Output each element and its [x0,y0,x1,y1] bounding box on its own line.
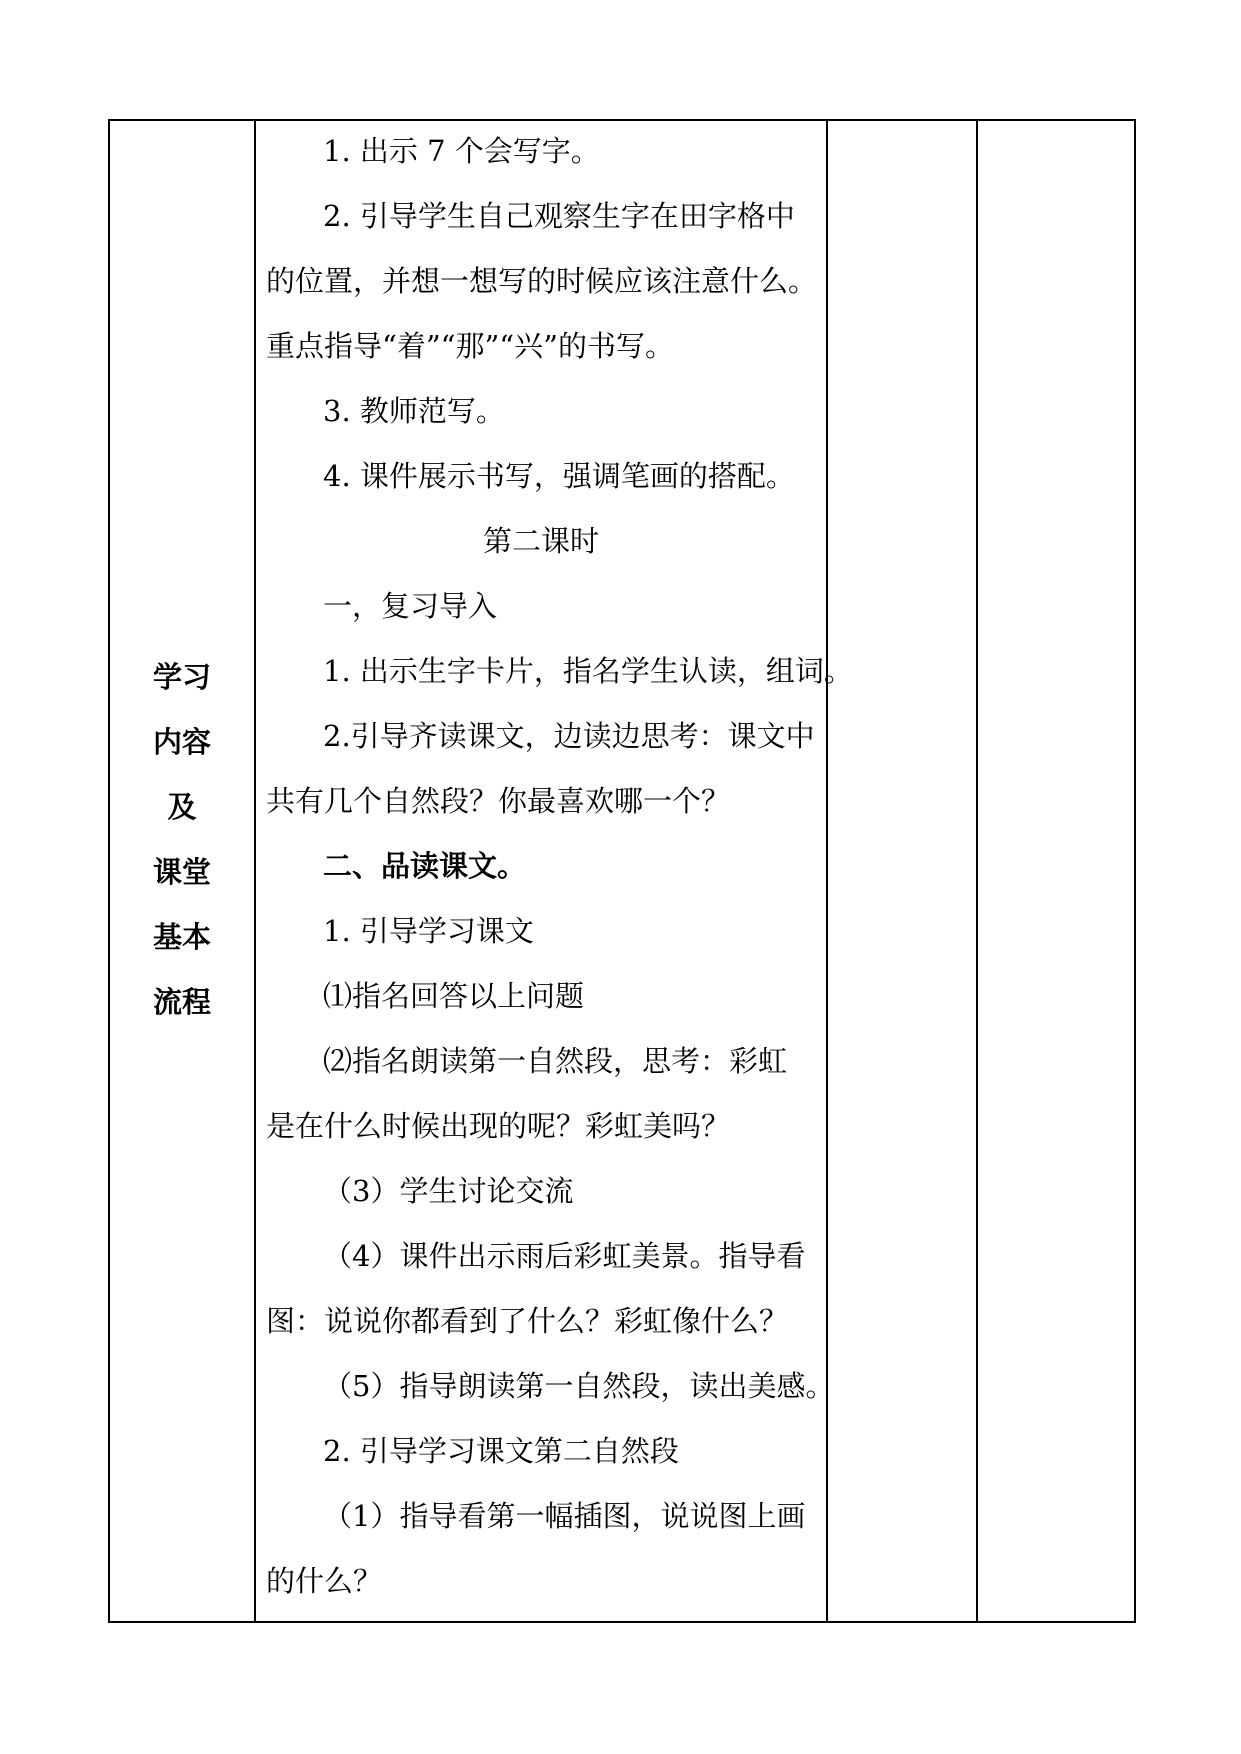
row-label-line: 流程 [152,985,211,1019]
content-line: ⑴指名回答以上问题 [323,979,585,1013]
row-label-line: 内容 [152,725,211,759]
row-label-cell [110,121,254,1621]
content-line: 共有几个自然段？你最喜欢哪一个？ [266,784,731,818]
empty-cell [828,121,976,1621]
content-line: 4. 课件展示书写，强调笔画的搭配。 [323,459,795,493]
section-heading: 二、品读课文。 [323,849,527,883]
row-label-line: 学习 [152,660,211,694]
empty-cell [978,121,1134,1621]
content-line: 2.引导齐读课文，边读边思考：课文中 [323,719,815,753]
content-line: （5）指导朗读第一自然段，读出美感。 [323,1369,835,1403]
content-line: （4）课件出示雨后彩虹美景。指导看 [323,1239,806,1273]
content-line: （1）指导看第一幅插图，说说图上画 [323,1499,806,1533]
content-line: ⑵指名朗读第一自然段，思考：彩虹 [323,1044,788,1078]
content-line: 3. 教师范写。 [323,394,505,428]
section-heading: 第二课时 [482,524,599,558]
content-line: 的位置，并想一想写的时候应该注意什么。 [266,264,818,298]
lesson-plan-table [108,119,1136,1623]
content-line: （3）学生讨论交流 [323,1174,574,1208]
content-line: 2. 引导学习课文第二自然段 [323,1434,679,1468]
content-line: 1. 引导学习课文 [323,914,534,948]
content-line: 2. 引导学生自己观察生字在田字格中 [323,199,795,233]
content-line: 1. 出示生字卡片，指名学生认读，组词。 [323,654,853,688]
row-label-line: 基本 [152,920,211,954]
content-line: 一，复习导入 [323,589,498,623]
content-line: 重点指导“着”“那”“兴”的书写。 [266,329,674,363]
content-line: 是在什么时候出现的呢？彩虹美吗？ [266,1109,731,1143]
row-label-line: 课堂 [152,855,211,889]
content-line: 1. 出示 7 个会写字。 [323,134,600,168]
content-cell [256,121,853,1621]
content-line: 图：说说你都看到了什么？彩虹像什么？ [266,1304,789,1338]
content-line: 的什么？ [266,1564,383,1598]
row-label-line: 及 [167,790,197,824]
